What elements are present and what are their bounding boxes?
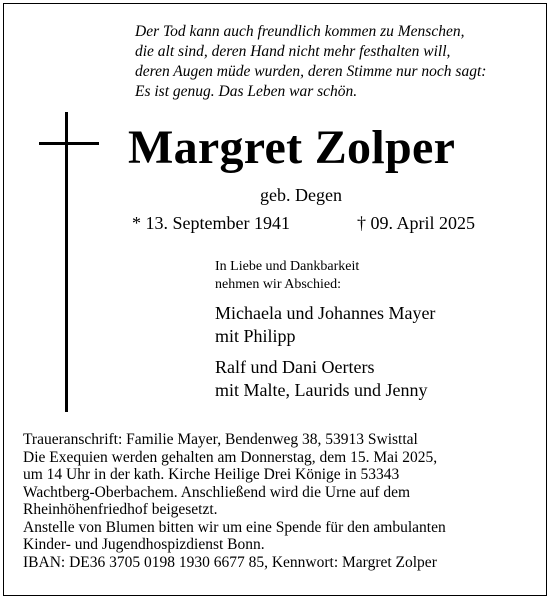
deceased-name: Margret Zolper (128, 121, 456, 174)
birth-date: * 13. September 1941 (132, 213, 290, 233)
intro-line: In Liebe und Dankbarkeit (215, 259, 360, 274)
donation-line: Kinder- und Jugendhospizdienst Bonn. (23, 536, 265, 553)
donation-line: Anstelle von Blumen bitten wir um eine Spende für den ambulanten (23, 518, 446, 536)
poem (135, 22, 486, 102)
service-line: Die Exequien werden gehalten am Donnerstag, dem 15. Mai 2025, (23, 448, 438, 466)
maiden-name: geb. Degen (260, 185, 342, 205)
cross-vertical-bar (65, 112, 68, 412)
family-line: mit Malte, Laurids und Jenny (215, 380, 428, 400)
mourning-address: Traueranschrift: Familie Mayer, Bendenweg 38, 53913 Swisttal (23, 431, 418, 448)
family-line: Michaela und Johannes Mayer (215, 303, 436, 323)
family-group (215, 302, 435, 348)
service-details (23, 449, 446, 519)
family-group (215, 356, 427, 402)
death-date: † 09. April 2025 (357, 213, 476, 233)
poem-line: die alt sind, deren Hand nicht mehr festhalten will, (135, 43, 451, 60)
family-line: mit Philipp (215, 326, 296, 346)
poem-line: Der Tod kann auch freundlich kommen zu Menschen, (135, 23, 465, 40)
poem-line: Es ist genug. Das Leben war schön. (135, 83, 358, 100)
donation-details (23, 519, 446, 572)
family-line: Ralf und Dani Oerters (215, 357, 375, 377)
poem-line: deren Augen müde wurden, deren Stimme nur noch sagt: (135, 63, 487, 80)
farewell-intro (215, 258, 359, 294)
latin-cross-icon (39, 112, 99, 412)
intro-line: nehmen wir Abschied: (215, 277, 341, 292)
footer-info (23, 431, 446, 571)
service-line: Wachtberg-Oberbachem. Anschließend wird die Urne auf dem (23, 483, 411, 501)
service-line: Rheinhöhenfriedhof beigesetzt. (23, 501, 218, 518)
donation-line: IBAN: DE36 3705 0198 1930 6677 85, Kennwort: Margret Zolper (23, 553, 437, 571)
service-line: um 14 Uhr in der kath. Kirche Heilige Drei Könige in 53343 (23, 466, 400, 483)
cross-horizontal-bar (39, 142, 99, 145)
